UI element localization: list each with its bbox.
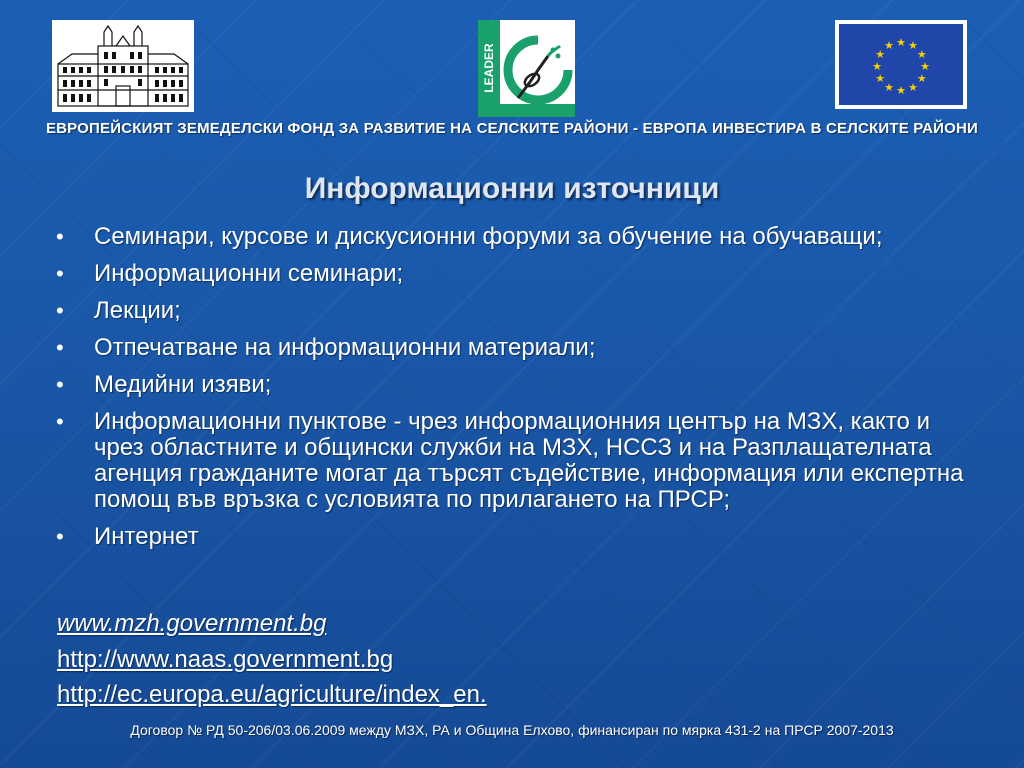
info-sources-list — [56, 224, 976, 561]
list-item-printing — [56, 335, 976, 361]
list-item-seminars-courses — [56, 224, 976, 250]
slide-title: Информационни източници — [304, 172, 720, 205]
list-item-text: Лекции; — [94, 297, 181, 324]
leader-logo-icon — [478, 20, 575, 117]
eu-star-icon: ★ — [908, 80, 918, 94]
bullet-icon: • — [56, 524, 64, 549]
contract-footer: Договор № РД 50-206/03.06.2009 между МЗХ, РА и Община Елхово, финансиран по мярка 431-2 на ПРСР 2007-2013 — [130, 722, 894, 738]
list-item-text: Медийни изяви; — [94, 371, 272, 398]
link-naas[interactable]: http://www.naas.government.bg — [57, 646, 394, 673]
eu-flag-icon — [835, 20, 967, 109]
link-mzh[interactable]: www.mzh.government.bg — [57, 610, 327, 637]
list-item-info-seminars — [56, 261, 976, 287]
bullet-icon: • — [56, 335, 64, 360]
bullet-icon: • — [56, 372, 64, 397]
eu-star-icon: ★ — [916, 72, 927, 85]
list-item-text: Семинари, курсове и дискусионни форуми за обучение на обучаващи; — [94, 223, 883, 250]
list-item-text: Информационни семинари; — [94, 260, 404, 287]
bullet-icon: • — [56, 409, 64, 434]
eu-star-icon: ★ — [896, 84, 906, 97]
list-item-text: Интернет — [94, 523, 199, 550]
eu-star-icon: ★ — [884, 39, 894, 53]
eu-star-icon: ★ — [920, 60, 930, 73]
list-item-text: Информационни пунктове - чрез информационния център на МЗХ, както и чрез областните и общински служби на МЗХ, НССЗ и на Разплащателната агенция гражданите могат да търсят съдействие, информация или експертна помощ във връзка с условията по прилагането на ПРСР; — [94, 408, 964, 513]
eu-star-icon: ★ — [884, 80, 894, 94]
eu-star-icon: ★ — [916, 48, 927, 61]
list-item-text: Отпечатване на информационни материали; — [94, 334, 596, 361]
eu-star-icon: ★ — [875, 48, 886, 61]
link-ec-europa[interactable]: http://ec.europa.eu/agriculture/index_en. — [57, 681, 487, 708]
list-item-info-points — [56, 409, 976, 513]
eu-star-icon: ★ — [896, 36, 906, 49]
eu-flag-logo — [835, 20, 967, 109]
bullet-icon: • — [56, 261, 64, 286]
bullet-icon: • — [56, 298, 64, 323]
svg-text:LEADER: LEADER — [482, 43, 496, 93]
bullet-icon: • — [56, 224, 64, 249]
building-logo — [52, 20, 194, 112]
org-funding-line: ЕВРОПЕЙСКИЯТ ЗЕМЕДЕЛСКИ ФОНД ЗА РАЗВИТИЕ НА СЕЛСКИТЕ РАЙОНИ - ЕВРОПА ИНВЕСТИРА В СЕЛСКИТЕ РАЙОНИ — [45, 120, 979, 137]
leader-logo — [478, 20, 575, 117]
list-item-internet — [56, 524, 976, 550]
list-item-media — [56, 372, 976, 398]
eu-star-icon: ★ — [908, 39, 918, 53]
eu-star-icon: ★ — [875, 72, 886, 85]
building-icon — [52, 20, 194, 112]
list-item-lectures — [56, 298, 976, 324]
eu-star-icon: ★ — [872, 60, 882, 73]
